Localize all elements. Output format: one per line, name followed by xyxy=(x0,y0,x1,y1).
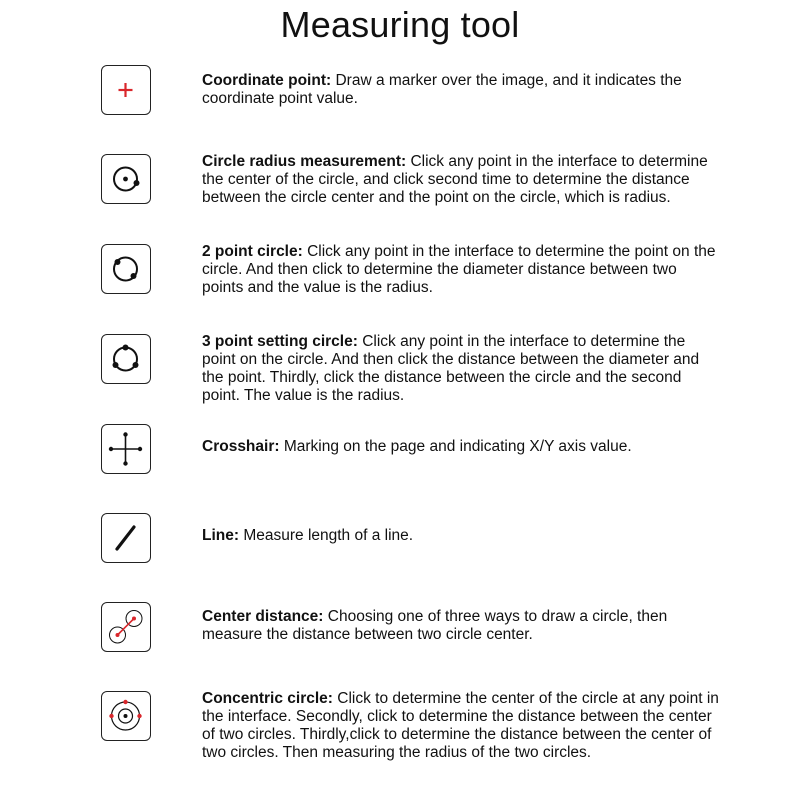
tool-description-two-point-circle xyxy=(202,243,722,297)
tool-description-circle-radius xyxy=(202,153,722,207)
center-distance-icon-box[interactable] xyxy=(101,602,151,652)
tool-description: Click any point in the interface to determine the point on the circle. And then click to determine the diameter distance between two points and the value is the radius. xyxy=(202,243,716,296)
tool-name: Coordinate point: xyxy=(202,72,332,89)
center-distance-icon xyxy=(102,603,149,650)
coordinate-point-icon-box[interactable] xyxy=(101,65,151,115)
crosshair-icon-box[interactable] xyxy=(101,424,151,474)
three-point-circle-icon-box[interactable] xyxy=(101,334,151,384)
two-point-circle-icon xyxy=(102,245,149,292)
tool-description-concentric-circle xyxy=(202,690,722,762)
tool-description-center-distance xyxy=(202,608,722,644)
tool-description-coordinate-point xyxy=(202,72,722,108)
tool-description: Measure length of a line. xyxy=(239,527,414,544)
circle-radius-icon-box[interactable] xyxy=(101,154,151,204)
tool-name: 3 point setting circle: xyxy=(202,333,358,350)
tool-description-crosshair xyxy=(202,438,722,456)
line-icon xyxy=(102,514,149,561)
tool-description: Marking on the page and indicating X/Y axis value. xyxy=(279,438,632,455)
tool-description-three-point-circle xyxy=(202,333,722,405)
coordinate-point-icon xyxy=(102,66,149,113)
line-icon-box[interactable] xyxy=(101,513,151,563)
tool-name: 2 point circle: xyxy=(202,243,303,260)
tool-description: Click to determine the center of the circle at any point in the interface. Secondly, click to determine the distance between the center of two circles. Thirdly,click to determine the distance between the center of two circles. Then measuring the radius of the two circles. xyxy=(202,690,719,761)
tool-name: Center distance: xyxy=(202,608,324,625)
tool-description: Click any point in the interface to determine the center of the circle, and click second time to determine the distance between the circle center and the point on the circle, which is radius. xyxy=(202,153,708,206)
crosshair-icon xyxy=(102,425,149,472)
tool-name: Crosshair: xyxy=(202,438,280,455)
tool-description: Draw a marker over the image, and it indicates the coordinate point value. xyxy=(202,72,682,107)
three-point-circle-icon xyxy=(102,335,149,382)
concentric-circle-icon xyxy=(102,692,149,739)
tool-name: Line: xyxy=(202,527,240,544)
circle-radius-icon xyxy=(102,155,149,202)
tool-name: Concentric circle: xyxy=(202,690,333,707)
tool-description: Click any point in the interface to determine the point on the circle. And then click the distance between the diameter and the point. Thirdly, click the distance between the circle and the second point. The value is the radius. xyxy=(202,333,700,404)
page-title: Measuring tool xyxy=(280,4,520,45)
tool-description: Choosing one of three ways to draw a circle, then measure the distance between two circle center. xyxy=(202,608,668,643)
tool-description-line xyxy=(202,527,722,545)
tool-name: Circle radius measurement: xyxy=(202,153,407,170)
concentric-circle-icon-box[interactable] xyxy=(101,691,151,741)
two-point-circle-icon-box[interactable] xyxy=(101,244,151,294)
